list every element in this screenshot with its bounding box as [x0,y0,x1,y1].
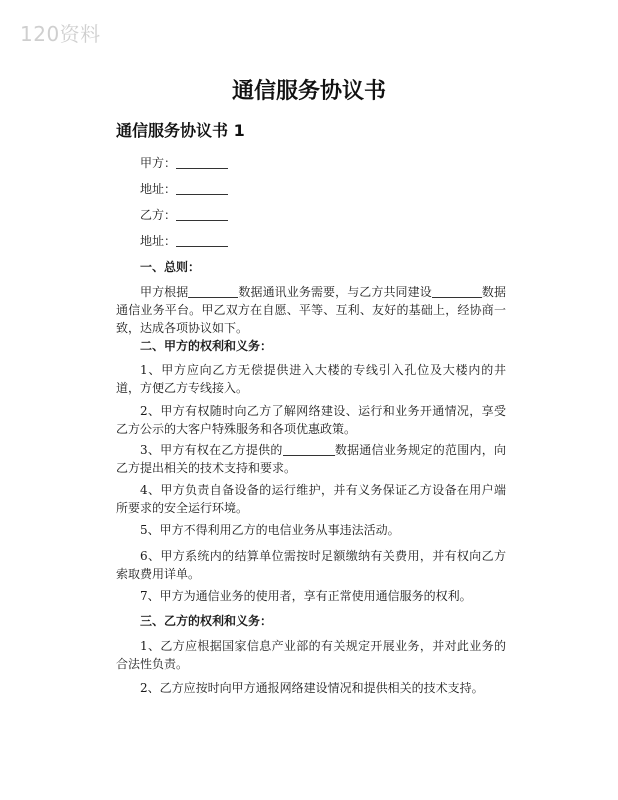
section-2-heading: 二、甲方的权利和义务： [140,339,273,353]
s1-blank-1 [188,285,238,298]
section-1-paragraph [116,283,506,337]
document-title: 通信服务协议书 [231,79,386,104]
address-b-label: 地址： [140,234,177,248]
s1-text-b: 数据通讯业务需要，与乙方共同建设 [238,285,432,299]
section-3-heading: 三、乙方的权利和义务： [140,614,273,628]
party-a-label: 甲方： [140,156,177,170]
party-b-line [140,207,228,223]
section-2-item-3 [116,441,506,477]
s2-p3-text-b: 数据通信业务规定的范围内，向乙方提出相关的技术支持和要求。 [116,443,506,475]
s1-blank-2 [432,285,482,298]
party-a-blank [176,156,228,169]
section-2-item-4: 4、甲方负责自备设备的运行维护，并有义务保证乙方设备在用户端所要求的安全运行环境。 [116,483,506,515]
section-3-item-1: 1、乙方应根据国家信息产业部的有关规定开展业务，并对此业务的合法性负责。 [116,639,506,671]
s1-text-c: 数据通信业务平台。甲乙双方在自愿、平等、互利、友好的基础上，经协商一致，达成各项协议如下。 [116,285,506,335]
document-subtitle: 通信服务协议书 1 [116,121,245,140]
section-2-item-2: 2、甲方有权随时向乙方了解网络建设、运行和业务开通情况，享受乙方公示的大客户特殊服务和各项优惠政策。 [116,404,506,436]
section-2-item-1: 1、甲方应向乙方无偿提供进入大楼的专线引入孔位及大楼内的井道，方便乙方专线接入。 [116,363,506,395]
s2-p3-blank [283,443,335,456]
section-3-item-2: 2、乙方应按时向甲方通报网络建设情况和提供相关的技术支持。 [140,681,484,695]
address-b-blank [176,234,228,247]
section-2-item-7: 7、甲方为通信业务的使用者，享有正常使用通信服务的权利。 [140,589,472,603]
address-a-blank [176,182,228,195]
address-a-label: 地址： [140,182,177,196]
party-a-line [140,155,228,171]
party-b-label: 乙方： [140,208,177,222]
s1-text-a: 甲方根据 [140,285,189,299]
s2-p3-text-a: 3、甲方有权在乙方提供的 [140,443,283,457]
address-b-line [140,233,228,249]
address-a-line [140,181,228,197]
section-2-item-6: 6、甲方系统内的结算单位需按时足额缴纳有关费用，并有权向乙方索取费用详单。 [116,549,506,581]
party-b-blank [176,208,228,221]
section-1-heading: 一、总则： [140,260,201,274]
section-2-item-5: 5、甲方不得利用乙方的电信业务从事违法活动。 [140,523,400,537]
watermark-text: 120资料 [20,22,101,46]
